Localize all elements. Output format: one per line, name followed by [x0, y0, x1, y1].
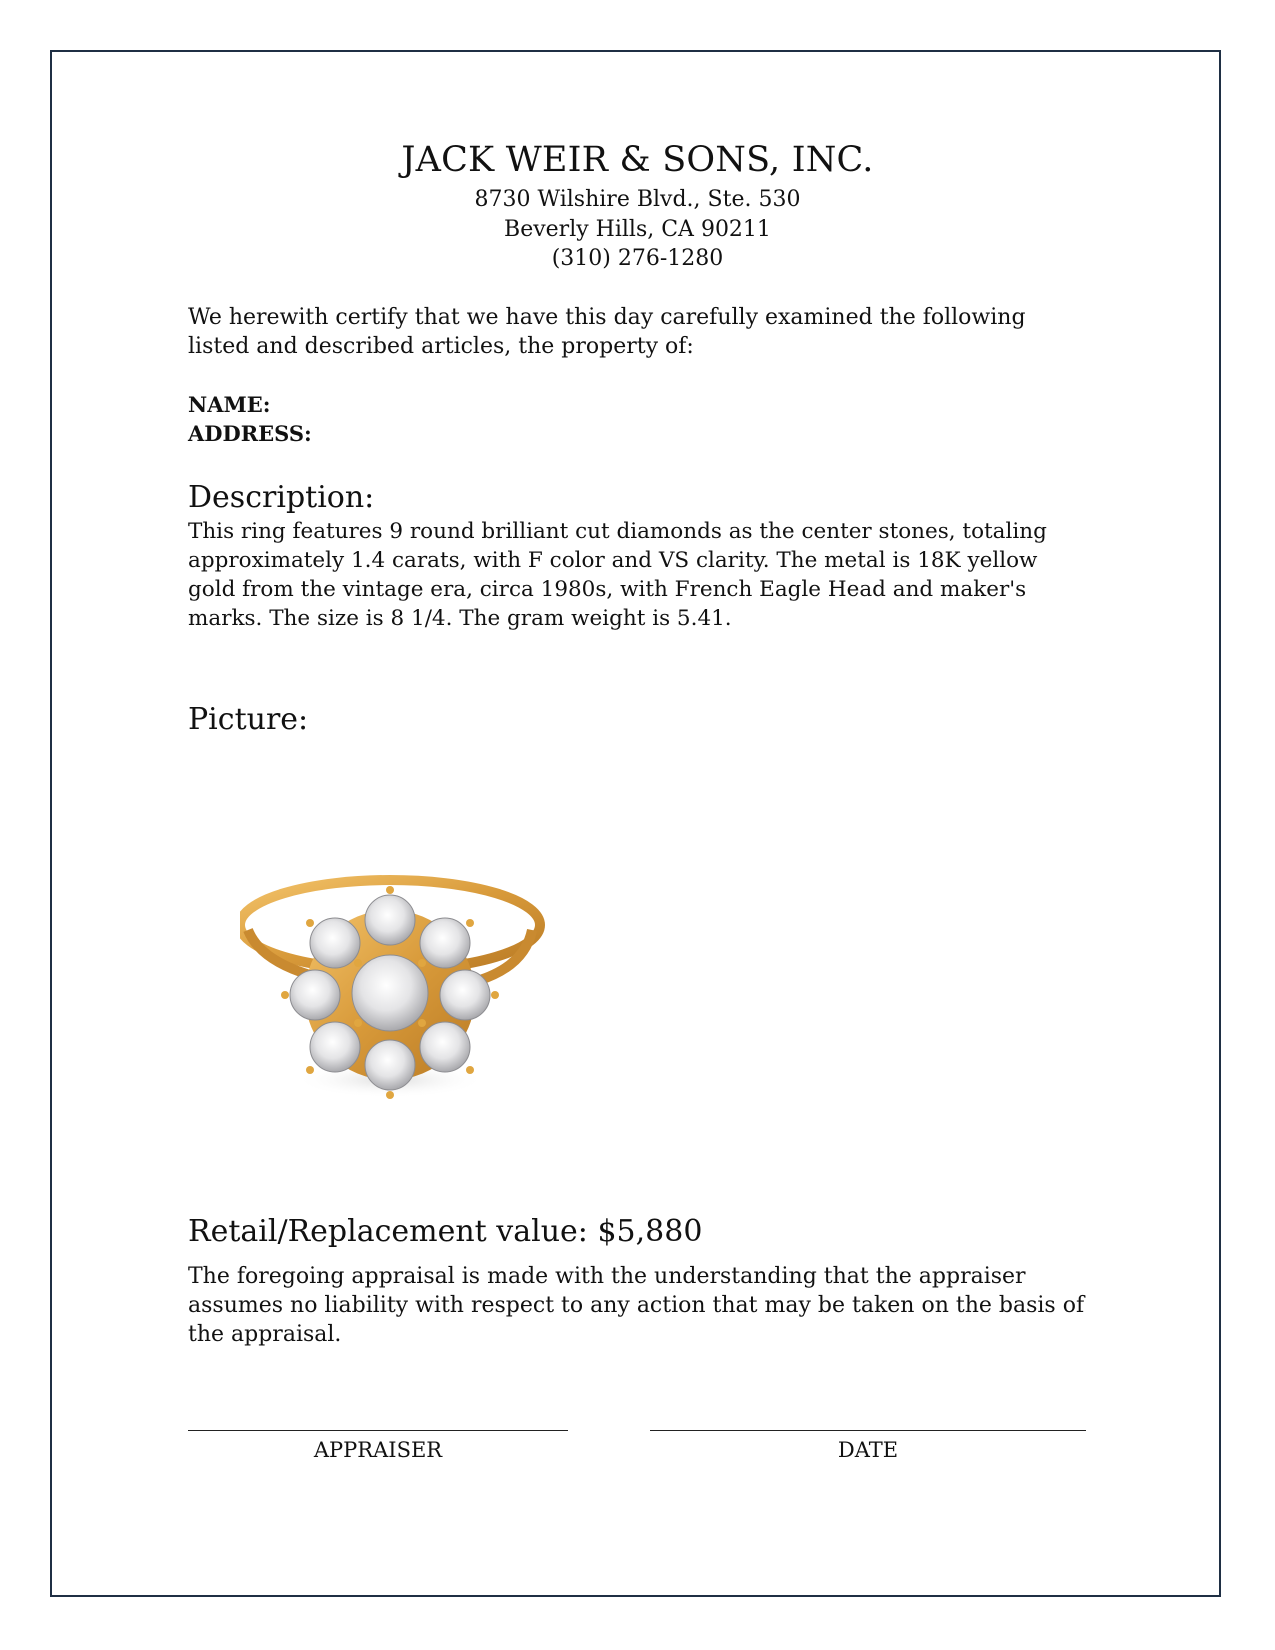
- description-body: This ring features 9 round brilliant cut diamonds as the center stones, totaling approximately 1.4 carats, with F color and VS clarity. The metal is 18K yellow gold from the vintage era, circa 1980s, with French Eagle Head and maker's marks. The size is 8 1/4. The gram weight is 5.41.: [188, 519, 1047, 631]
- description-heading: Description:: [188, 480, 375, 515]
- appraiser-label: APPRAISER: [313, 1438, 443, 1462]
- value-label: Retail/Replacement value:: [188, 1214, 588, 1249]
- value-amount: $5,880: [597, 1214, 703, 1249]
- company-address-line2: Beverly Hills, CA 90211: [504, 217, 771, 242]
- page-border: [50, 50, 1221, 1597]
- picture-heading: Picture:: [188, 702, 309, 737]
- address-label: ADDRESS:: [188, 421, 312, 446]
- disclaimer-text: The foregoing appraisal is made with the understanding that the appraiser assumes no liability with respect to any action that may be taken on the basis of the appraisal.: [188, 1264, 1085, 1347]
- company-address-line1: 8730 Wilshire Blvd., Ste. 530: [474, 187, 801, 212]
- name-label: NAME:: [188, 392, 271, 417]
- value-line: [188, 1214, 702, 1249]
- company-name: JACK WEIR & SONS, INC.: [401, 140, 874, 180]
- company-phone: (310) 276-1280: [551, 246, 724, 271]
- date-label: DATE: [837, 1438, 899, 1462]
- date-signature-line: [650, 1430, 1086, 1431]
- appraiser-signature-line: [188, 1430, 568, 1431]
- ring-photo: [240, 865, 580, 1125]
- certification-statement: We herewith certify that we have this day carefully examined the following listed and described articles, the property of:: [188, 305, 1026, 359]
